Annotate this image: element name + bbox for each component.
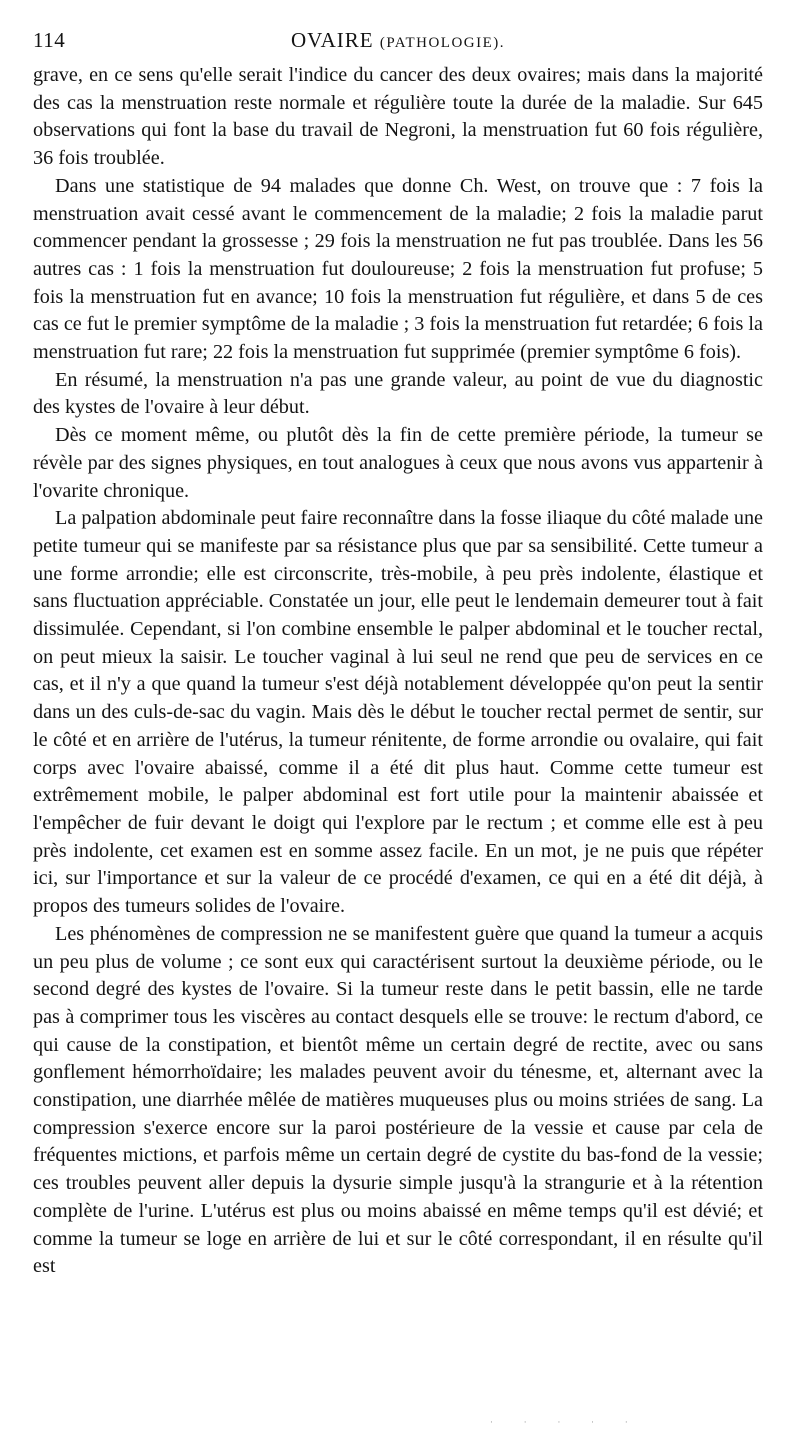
running-title-main: OVAIRE <box>290 28 374 52</box>
paragraph-3: En résumé, la menstruation n'a pas une grande valeur, au point de vue du diagnostic des kystes de l'ovaire à leur début. <box>33 368 763 419</box>
running-title-subtitle: (PATHOLOGIE). <box>379 35 506 51</box>
paragraph-5: La palpation abdominale peut faire reconnaître dans la fosse iliaque du côté malade une petite tumeur qui se manifeste par sa résistance plus que par sa sensibilité. Cette tumeur a une forme arrondie; elle est circonscrite, très-mobile, à peu près indolente, élastique et sans fluctuation appréciable. Constatée un jour, elle peut le lendemain demeurer tout à fait dissimulée. Cependant, si l'on combine ensemble le palper abdominal et le toucher rectal, on peut mieux la saisir. Le toucher vaginal à lui seul ne rend que peu de services en ce cas, et il n'y a que quand la tumeur s'est déjà notablement développée qu'on peut la sentir dans un des culs-de-sac du vagin. Mais dès le début le toucher rectal permet de sentir, sur le côté et en arrière de l'utérus, la tumeur rénitente, de forme arrondie ou ovalaire, qui fait corps avec l'ovaire abaissé, comme il a été dit plus haut. Comme cette tumeur est extrêmement mobile, le palper abdominal est fort utile pour la maintenir abaissée et l'empêcher de fuir devant le doigt qui l'explore par le rectum ; et comme elle est à peu près indolente, cet examen est en somme assez facile. En un mot, je ne puis que répéter ici, sur l'importance et sur la valeur de ce procédé d'examen, ce qui en a été dit déjà, à propos des tumeurs solides de l'ovaire. <box>33 507 763 918</box>
paragraph-4: Dès ce moment même, ou plutôt dès la fin de cette première période, la tumeur se révèle par des signes physiques, en tout analogues à ceux que nous avons vus appartenir à l'ovarite chronique. <box>33 424 763 502</box>
paragraph-6: Les phénomènes de compression ne se manifestent guère que quand la tumeur a acquis un peu plus de volume ; ce sont eux qui caractérisent surtout la deuxième période, ou le second degré des kystes de l'ovaire. Si la tumeur reste dans le petit bassin, elle ne tarde pas à comprimer tous les viscères au contact desquels elle se trouve: le rectum d'abord, ce qui cause de la constipation, et bientôt même un certain degré de rectite, avec ou sans gonflement hémorrhoïdaire; les malades peuvent avoir du ténesme, et, alternant avec la constipation, une diarrhée mêlée de matières muqueuses plus ou moins striées de sang. La compression s'exerce encore sur la paroi postérieure de la vessie et cause par cela de fréquentes mictions, et parfois même un certain degré de cystite du bas-fond de la vessie; ces troubles peuvent aller depuis la dysurie simple jusqu'à la strangurie et à la rétention complète de l'urine. L'utérus est plus ou moins abaissé en même temps qu'il est dévié; et comme la tumeur se loge en arrière de lui et sur le côté correspondant, il en résulte qu'il est <box>33 922 763 1278</box>
page-header <box>33 28 763 62</box>
body-text <box>33 62 763 1281</box>
scan-speckles: · · · · · <box>490 1418 642 1428</box>
paragraph-1: grave, en ce sens qu'elle serait l'indice du cancer des deux ovaires; mais dans la majorité des cas la menstruation reste normale et régulière toute la durée de la maladie. Sur 645 observations qui font la base du travail de Negroni, la menstruation fut 60 fois régulière, 36 fois troublée. <box>33 64 763 170</box>
running-title <box>33 28 763 53</box>
paragraph-2: Dans une statistique de 94 malades que donne Ch. West, on trouve que : 7 fois la menstruation avait cessé avant le commencement de la maladie; 2 fois la maladie parut commencer pendant la grossesse ; 29 fois la menstruation ne fut pas troublée. Dans les 56 autres cas : 1 fois la menstruation fut douloureuse; 2 fois la menstruation fut profuse; 5 fois la menstruation fut en avance; 10 fois la menstruation fut régulière, et dans 5 de ces cas ce fut le premier symptôme de la maladie ; 3 fois la menstruation fut retardée; 6 fois la menstruation fut rare; 22 fois la menstruation fut supprimée (premier symptôme 6 fois). <box>33 174 763 364</box>
document-page <box>33 28 763 1281</box>
page-number: 114 <box>33 28 66 52</box>
